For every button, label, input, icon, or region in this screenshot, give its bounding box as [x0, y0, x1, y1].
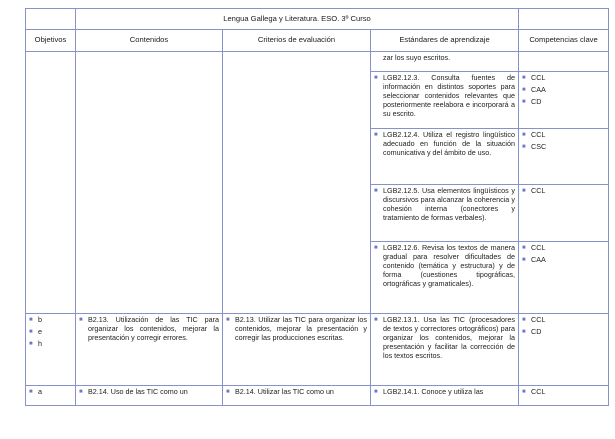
competencia: CCL	[531, 130, 546, 139]
estandar-text: LGB2.12.6. Revisa los textos de manera gradual para resolver dificultades de contenido (temática y estructura) y de forma (cuestiones tipográficas, ortográficas y gramaticales).	[383, 243, 516, 288]
contenido-cell	[76, 314, 223, 386]
bullet-icon: ■	[374, 389, 378, 395]
bullet-icon: ■	[522, 75, 526, 81]
competencias-cell	[519, 72, 609, 129]
competencia: CCL	[531, 387, 546, 396]
bullet-icon: ■	[522, 87, 526, 93]
competencia: CSC	[531, 142, 547, 151]
contenidos-cell-empty	[76, 52, 223, 314]
estandar-cell	[371, 185, 519, 242]
objetivo: e	[38, 327, 42, 336]
bullet-icon: ■	[522, 257, 526, 263]
bullet-icon: ■	[79, 389, 83, 395]
curriculum-table	[25, 8, 609, 406]
bullet-icon: ■	[522, 389, 526, 395]
header-objetivos: Objetivos	[26, 30, 76, 52]
bullet-icon: ■	[374, 317, 378, 323]
header-blank-cell	[26, 9, 76, 30]
criterio-text: B2.13. Utilizar las TIC para organizar los contenidos, mejorar la presentación y corregir las producciones escritas.	[235, 315, 367, 342]
bullet-icon: ■	[522, 99, 526, 105]
competencia: CCL	[531, 243, 546, 252]
header-estandares: Estándares de aprendizaje	[371, 30, 519, 52]
header-competencias: Competencias clave	[519, 30, 609, 52]
competencias-cell	[519, 129, 609, 185]
estandar-cell	[371, 386, 519, 406]
bullet-icon: ■	[29, 317, 33, 323]
competencia: CCL	[531, 73, 546, 82]
competencias-cell	[519, 185, 609, 242]
bullet-icon: ■	[79, 317, 83, 323]
estandar-continuation-cell	[371, 52, 519, 72]
estandar-cell	[371, 129, 519, 185]
competencia: CD	[531, 97, 542, 106]
bullet-icon: ■	[374, 75, 378, 81]
competencias-empty-cell	[519, 52, 609, 72]
competencia: CD	[531, 327, 542, 336]
estandar-cell	[371, 314, 519, 386]
table-title: Lengua Gallega y Literatura. ESO. 3º Curso	[76, 9, 519, 30]
objetivos-cell	[26, 314, 76, 386]
competencias-cell	[519, 242, 609, 314]
competencia: CCL	[531, 186, 546, 195]
criterio-cell	[223, 314, 371, 386]
estandar-text: LGB2.12.4. Utiliza el registro lingüístico adecuado en función de la situación comunicativa y del ámbito de uso.	[383, 130, 516, 157]
objetivo: h	[38, 339, 42, 348]
objetivo: b	[38, 315, 42, 324]
objetivo: a	[38, 387, 42, 396]
header-criterios: Criterios de evaluación	[223, 30, 371, 52]
estandar-continuation: zar los suyo escritos.	[383, 53, 451, 62]
bullet-icon: ■	[522, 317, 526, 323]
objetivos-cell-empty	[26, 52, 76, 314]
estandar-cell	[371, 72, 519, 129]
bullet-icon: ■	[522, 245, 526, 251]
bullet-icon: ■	[522, 144, 526, 150]
bullet-icon: ■	[522, 329, 526, 335]
bullet-icon: ■	[374, 132, 378, 138]
bullet-icon: ■	[29, 389, 33, 395]
estandar-text: LGB2.12.3. Consulta fuentes de información en distintos soportes para seleccionar contenidos relevantes que posteriormente reelabora e incorporará a su escrito.	[383, 73, 516, 118]
estandar-text: LGB2.13.1. Usa las TIC (procesadores de textos y correctores ortográficos) para organizar los contenidos, mejorar la presentación y facilitar la corrección de los textos escritos.	[383, 315, 516, 360]
contenido-cell	[76, 386, 223, 406]
competencias-cell	[519, 386, 609, 406]
bullet-icon: ■	[374, 245, 378, 251]
competencias-cell	[519, 314, 609, 386]
competencia: CAA	[531, 85, 546, 94]
criterio-text: B2.14. Utilizar las TIC como un	[235, 387, 334, 396]
contenido-text: B2.13. Utilización de las TIC para organizar los contenidos, mejorar la presentación y corregir errores.	[88, 315, 219, 342]
estandar-text: LGB2.12.5. Usa elementos lingüísticos y discursivos para alcanzar la coherencia y cohesión interna (conectores y tratamiento de formas verbales).	[383, 186, 516, 222]
bullet-icon: ■	[522, 188, 526, 194]
bullet-icon: ■	[226, 317, 230, 323]
estandar-cell	[371, 242, 519, 314]
criterio-cell	[223, 386, 371, 406]
competencia: CCL	[531, 315, 546, 324]
contenido-text: B2.14. Uso de las TIC como un	[88, 387, 188, 396]
competencia: CAA	[531, 255, 546, 264]
header-blank-cell-right	[519, 9, 609, 30]
bullet-icon: ■	[522, 132, 526, 138]
bullet-icon: ■	[29, 329, 33, 335]
estandar-text: LGB2.14.1. Conoce y utiliza las	[383, 387, 484, 396]
header-contenidos: Contenidos	[76, 30, 223, 52]
bullet-icon: ■	[29, 341, 33, 347]
criterios-cell-empty	[223, 52, 371, 314]
bullet-icon: ■	[226, 389, 230, 395]
objetivos-cell	[26, 386, 76, 406]
bullet-icon: ■	[374, 188, 378, 194]
